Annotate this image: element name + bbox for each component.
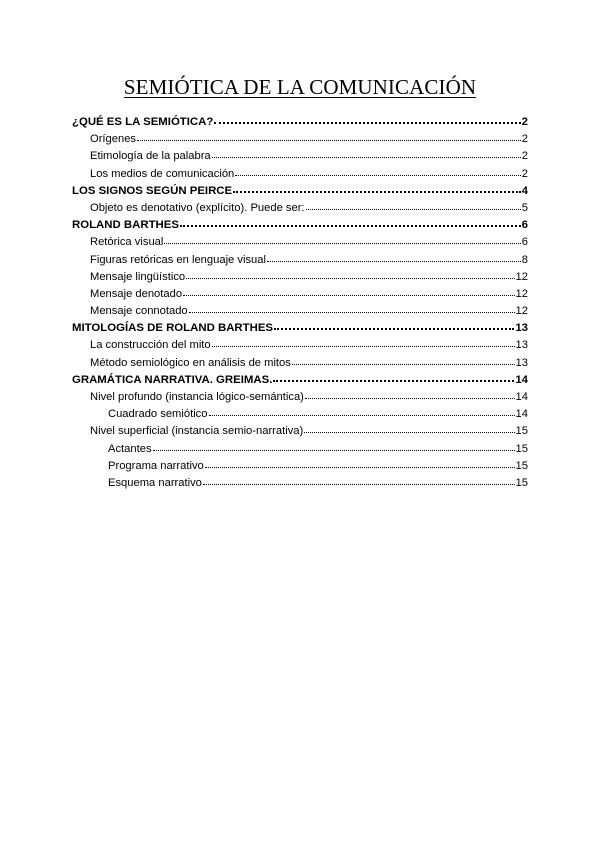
toc-entry-etimologia[interactable] <box>72 147 528 164</box>
toc-entry-page-number: 14 <box>515 373 528 386</box>
toc-entry-nivel-profundo[interactable] <box>72 388 528 405</box>
dot-leader <box>273 371 514 383</box>
toc-entry-label: Nivel superficial (instancia semio-narrativa) <box>90 425 304 438</box>
toc-entry-mitologias-roland-barthes[interactable] <box>72 319 528 336</box>
toc-entry-construccion-del-mito[interactable] <box>72 336 528 353</box>
document-title <box>0 74 600 100</box>
toc-entry-nivel-superficial[interactable] <box>72 422 528 439</box>
dot-leader <box>292 354 515 366</box>
toc-entry-page-number: 6 <box>521 236 528 249</box>
dot-leader <box>164 233 520 245</box>
toc-entry-signos-segun-peirce[interactable] <box>72 182 528 199</box>
toc-entry-page-number: 2 <box>521 116 528 128</box>
toc-entry-page-number: 15 <box>515 476 528 489</box>
dot-leader <box>267 251 521 263</box>
toc-entry-page-number: 13 <box>515 356 528 369</box>
toc-entry-label: LOS SIGNOS SEGÚN PEIRCE <box>72 184 233 197</box>
toc-entry-page-number: 2 <box>521 133 528 146</box>
toc-entry-page-number: 15 <box>515 459 528 472</box>
toc-entry-actantes[interactable] <box>72 440 528 457</box>
dot-leader <box>305 388 515 400</box>
toc-entry-label: Etimología de la palabra <box>90 150 211 163</box>
toc-entry-page-number: 5 <box>521 201 528 214</box>
toc-entry-label: Mensaje lingüístico <box>90 270 186 283</box>
toc-entry-label: GRAMÁTICA NARRATIVA. GREIMAS. <box>72 373 273 386</box>
table-of-contents <box>72 113 528 491</box>
toc-entry-retorica-visual[interactable] <box>72 233 528 250</box>
toc-entry-label: Cuadrado semiótico <box>108 408 208 421</box>
dot-leader <box>214 113 520 125</box>
toc-entry-page-number: 12 <box>515 270 528 283</box>
dot-leader <box>189 302 515 314</box>
toc-entry-page-number: 12 <box>515 287 528 300</box>
toc-entry-label: MITOLOGÍAS DE ROLAND BARTHES <box>72 322 274 335</box>
toc-entry-page-number: 15 <box>515 425 528 438</box>
toc-entry-label: Método semiológico en análisis de mitos <box>90 356 291 369</box>
toc-entry-label: Retórica visual <box>90 236 164 249</box>
dot-leader <box>274 319 514 331</box>
dot-leader <box>186 268 514 280</box>
toc-entry-page-number: 15 <box>515 442 528 455</box>
toc-entry-page-number: 14 <box>515 391 528 403</box>
toc-entry-mensaje-denotado[interactable] <box>72 285 528 302</box>
dot-leader <box>304 422 514 434</box>
toc-entry-page-number: 13 <box>515 322 528 335</box>
toc-entry-label: Mensaje connotado <box>90 305 188 318</box>
dot-leader <box>205 457 515 469</box>
toc-entry-label: Los medios de comunicación <box>90 167 235 180</box>
toc-entry-label: Orígenes <box>90 133 137 146</box>
document-title-text: SEMIÓTICA DE LA COMUNICACIÓN <box>123 75 477 99</box>
toc-entry-programa-narrativo[interactable] <box>72 457 528 474</box>
toc-entry-label: Nivel profundo (instancia lógico-semántica) <box>90 391 304 403</box>
toc-entry-page-number: 8 <box>521 253 528 266</box>
toc-entry-page-number: 13 <box>515 339 528 352</box>
toc-entry-label: Esquema narrativo <box>108 476 202 489</box>
dot-leader <box>183 285 514 297</box>
toc-entry-label: Figuras retóricas en lenguaje visual <box>90 253 266 266</box>
toc-entry-page-number: 2 <box>521 150 528 163</box>
dot-leader <box>235 165 520 177</box>
dot-leader <box>306 199 521 211</box>
toc-entry-page-number: 4 <box>521 184 528 197</box>
dot-leader <box>203 474 515 486</box>
toc-entry-figuras-retoricas[interactable] <box>72 251 528 268</box>
toc-entry-page-number: 2 <box>521 167 528 180</box>
dot-leader <box>209 405 515 417</box>
toc-entry-page-number: 14 <box>515 408 528 421</box>
toc-entry-medios-de-comunicacion[interactable] <box>72 165 528 182</box>
toc-entry-label: Programa narrativo <box>108 459 204 472</box>
toc-entry-page-number: 6 <box>521 219 528 232</box>
toc-entry-label: ¿QUÉ ES LA SEMIÓTICA? <box>72 116 214 128</box>
toc-entry-label: Mensaje denotado <box>90 287 183 300</box>
toc-entry-gramatica-narrativa-greimas[interactable] <box>72 371 528 388</box>
dot-leader <box>180 216 521 228</box>
toc-entry-cuadrado-semiotico[interactable] <box>72 405 528 422</box>
toc-entry-roland-barthes[interactable] <box>72 216 528 233</box>
toc-entry-esquema-narrativo[interactable] <box>72 474 528 491</box>
dot-leader <box>212 336 515 348</box>
dot-leader <box>212 147 521 159</box>
toc-entry-label: La construcción del mito <box>90 339 211 352</box>
dot-leader <box>137 130 521 142</box>
toc-entry-label: Actantes <box>108 442 152 455</box>
toc-entry-que-es-la-semiotica[interactable] <box>72 113 528 130</box>
toc-entry-label: ROLAND BARTHES <box>72 219 179 232</box>
toc-entry-label: Objeto es denotativo (explícito). Puede ser: <box>90 201 305 214</box>
toc-entry-origenes[interactable] <box>72 130 528 147</box>
toc-entry-objeto-denotativo[interactable] <box>72 199 528 216</box>
toc-entry-mensaje-linguistico[interactable] <box>72 268 528 285</box>
dot-leader <box>153 440 515 452</box>
toc-entry-page-number: 12 <box>515 305 528 318</box>
dot-leader <box>233 182 521 194</box>
toc-entry-metodo-semiologico[interactable] <box>72 354 528 371</box>
toc-entry-mensaje-connotado[interactable] <box>72 302 528 319</box>
